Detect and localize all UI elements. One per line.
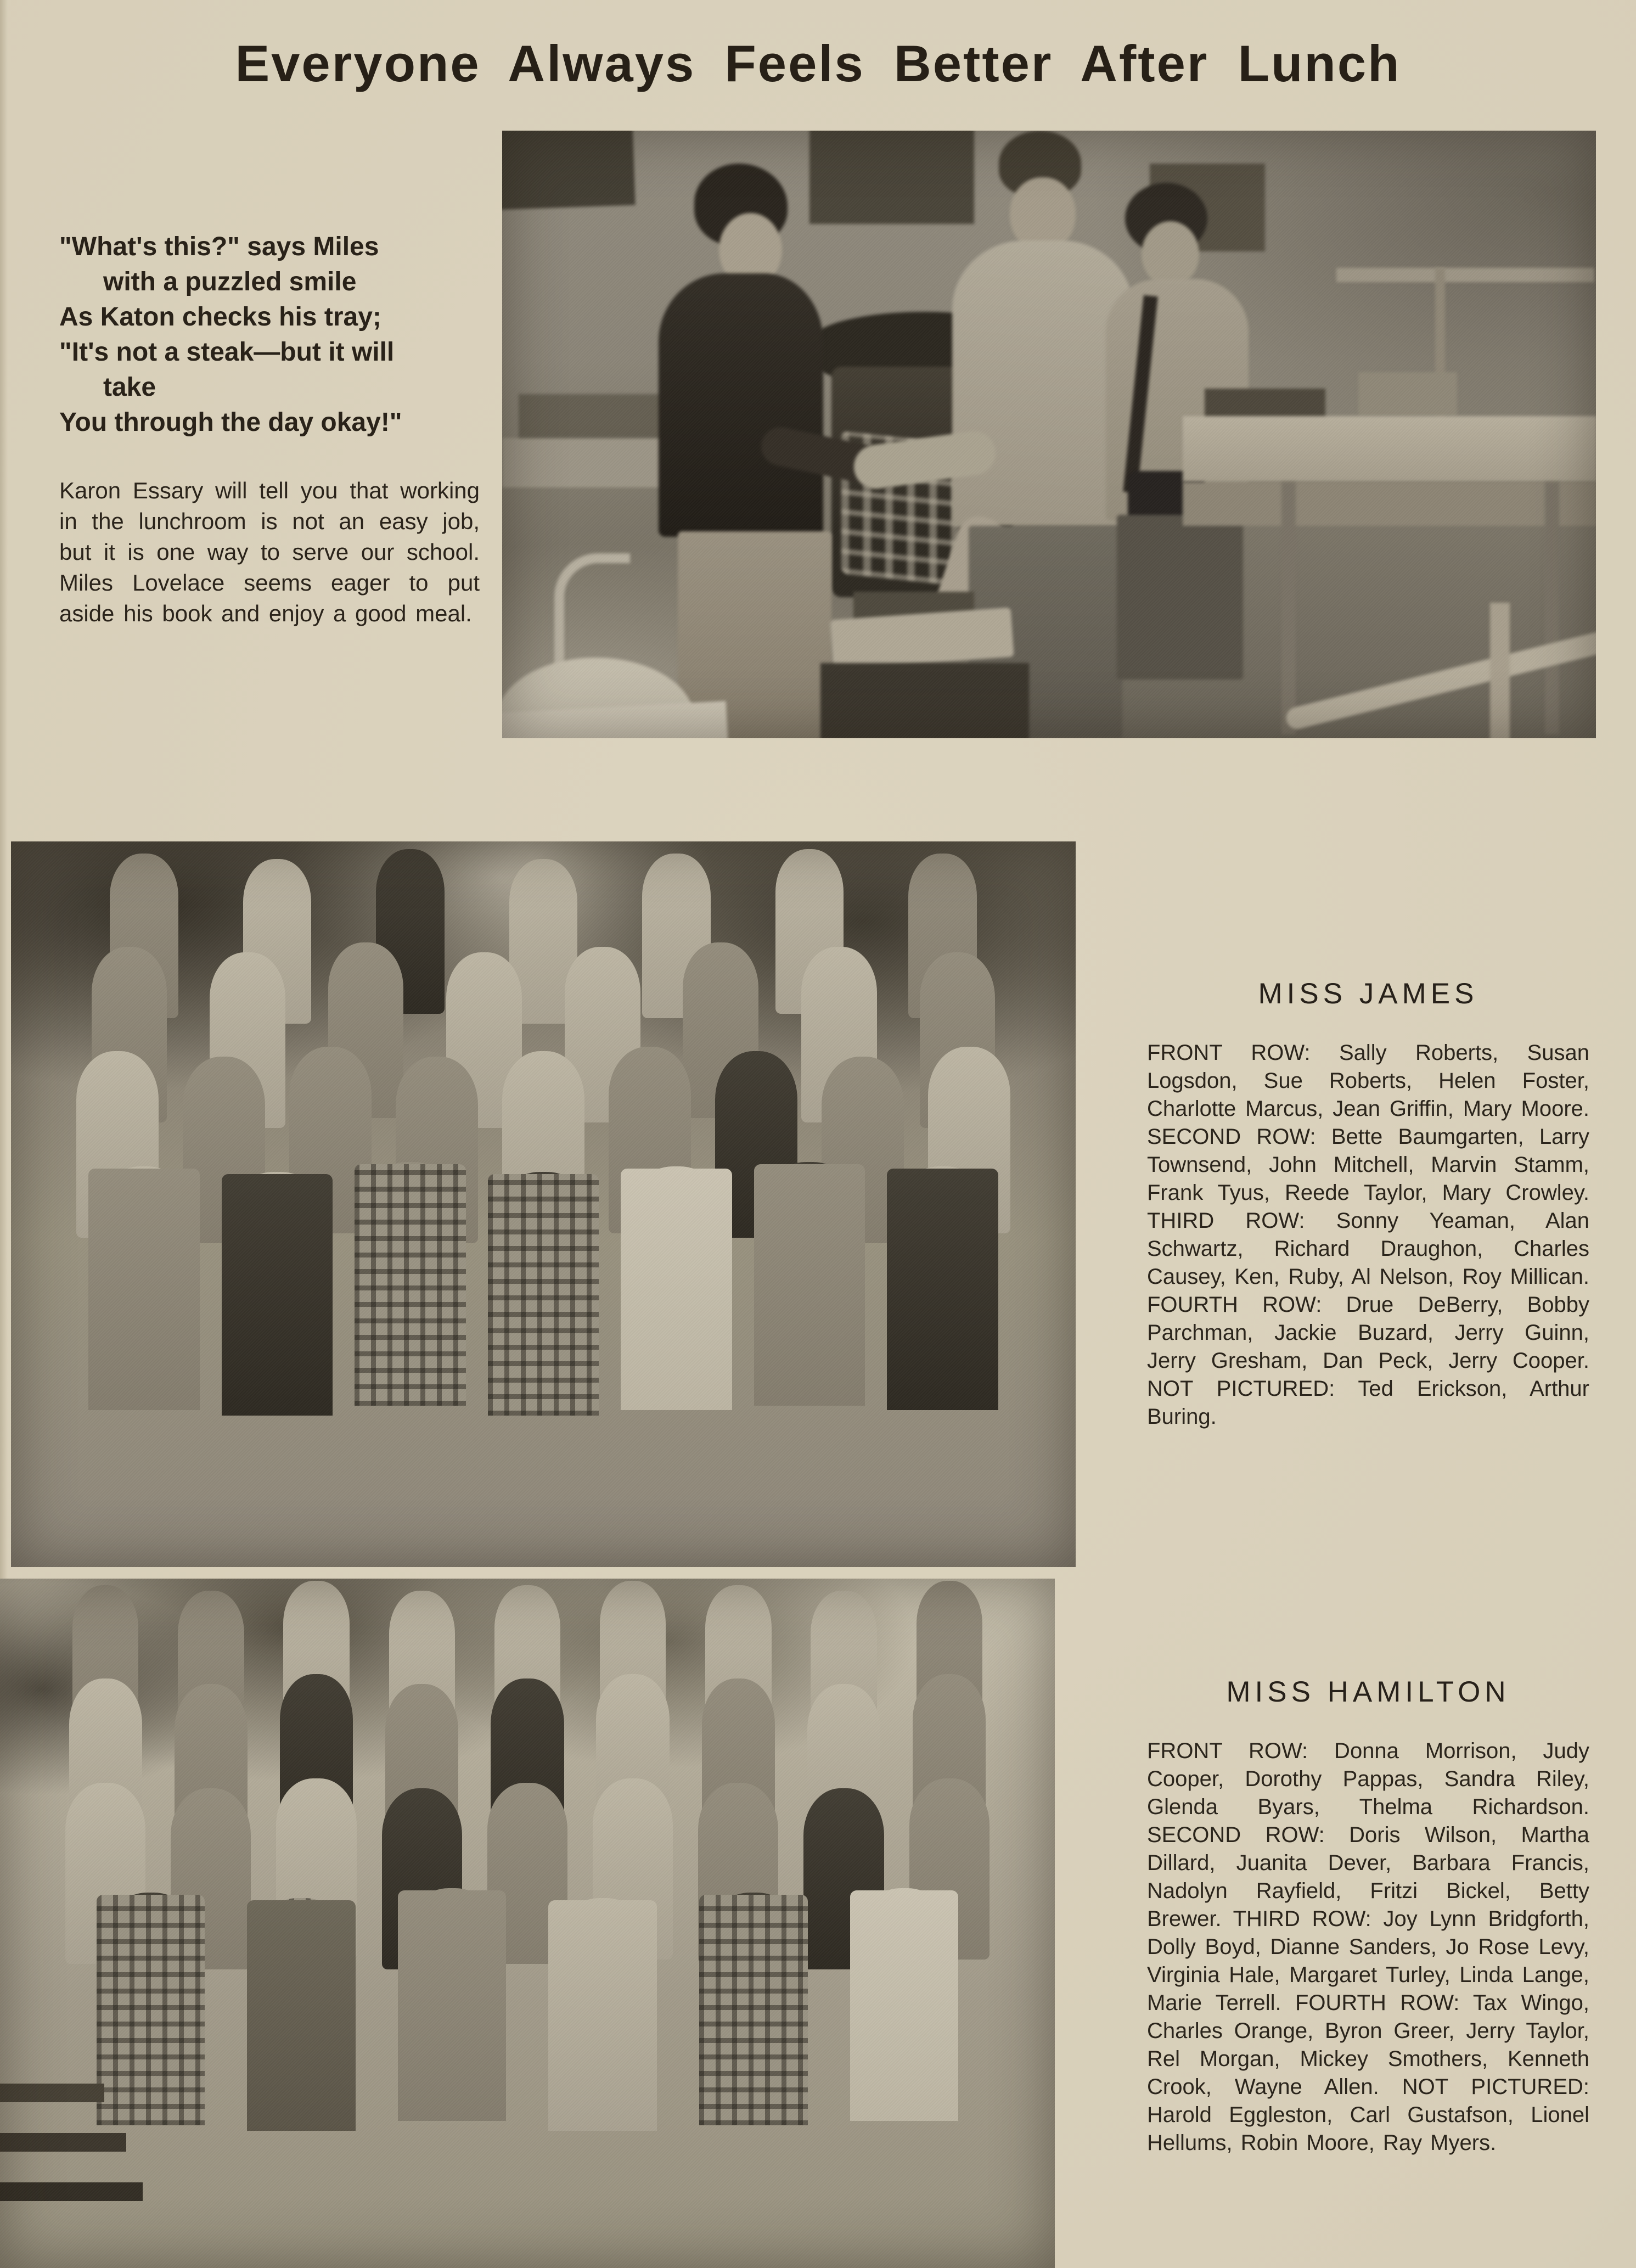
serving-counter [1183, 416, 1596, 482]
poem-line: You through the day okay!" [59, 408, 402, 437]
counter-leg [1281, 482, 1296, 734]
lunchroom-photo [502, 131, 1596, 738]
girl-skirt [1117, 515, 1243, 680]
miss-james-class-photo [11, 841, 1076, 1567]
miss-james-section [1147, 977, 1589, 1431]
miss-hamilton-section [1147, 1675, 1589, 2157]
poem-line: take [103, 373, 156, 402]
picture-frame [809, 131, 974, 224]
girl-face [1142, 221, 1199, 287]
bleacher-plank [0, 2182, 143, 2201]
section-heading-miss-james: MISS JAMES [1258, 978, 1478, 1010]
shelf-rail [1336, 268, 1594, 282]
intro-paragraph: Karon Essary will tell you that working in the lunchroom is not an easy job, but it is one way to serve our school. Miles Lovelace seems eager to put aside his book and enjoy a good meal. [59, 478, 480, 626]
poem-line: with a puzzled smile [103, 267, 357, 296]
cart-front [820, 663, 1029, 738]
poem-line: "What's this?" says Miles [59, 232, 379, 261]
dishes-right [1358, 372, 1457, 416]
miss-hamilton-class-photo [0, 1579, 1055, 2268]
poem-line: "It's not a steak—but it will [59, 338, 395, 367]
counter-leg [1545, 482, 1559, 734]
bleacher-plank [0, 2084, 104, 2102]
bleacher-plank [0, 2133, 126, 2152]
caption-miss-james: FRONT ROW: Sally Roberts, Susan Logsdon, Sue Roberts, Helen Foster, Charlotte Marcus, Jean Griffin, Mary Moore. SECOND ROW: Bette Baumgarten, Larry Townsend, John Mitchell, Marvin Stamm, Frank Tyus, Reede Taylor, Mary Crowley. THIRD ROW: Sonny Yeaman, Alan Schwartz, Richard Draughon, Charles Causey, Ken, Ruby, Al Nelson, Roy Millican. FOURTH ROW: Drue DeBerry, Bobby Parchman, Jackie Buzard, Jerry Guinn, Jerry Gresham, Dan Peck, Jerry Cooper. NOT PICTURED: Ted Erickson, Arthur Buring. [1147, 1041, 1589, 1429]
poem [59, 229, 480, 440]
left-text-column [59, 229, 480, 629]
page-title: Everyone Always Feels Better After Lunch [235, 35, 1401, 92]
cashier-blouse [659, 273, 823, 537]
section-heading-miss-hamilton: MISS HAMILTON [1226, 1676, 1510, 1708]
poem-line: As Katon checks his tray; [59, 302, 381, 332]
caption-miss-hamilton: FRONT ROW: Donna Morrison, Judy Cooper, Dorothy Pappas, Sandra Riley, Glenda Byars, Thelma Richardson. SECOND ROW: Doris Wilson, Martha Dillard, Juanita Dever, Barbara Francis, Nadolyn Rayfield, Fritzi Bickel, Betty Brewer. THIRD ROW: Joy Lynn Bridgforth, Dolly Boyd, Dianne Sanders, Jo Rose Levy, Virginia Hale, Margaret Turley, Linda Lange, Marie Terrell. FOURTH ROW: Tax Wingo, Charles Orange, Byron Greer, Jerry Taylor, Rel Morgan, Mickey Smothers, Kenneth Crook, Wayne Allen. NOT PICTURED: Harold Eggleston, Carl Gustafson, Lionel Hellums, Robin Moore, Ray Myers. [1147, 1739, 1589, 2155]
picture-frame [502, 131, 636, 210]
counter-front [1183, 482, 1596, 526]
railing-post [1490, 603, 1510, 738]
